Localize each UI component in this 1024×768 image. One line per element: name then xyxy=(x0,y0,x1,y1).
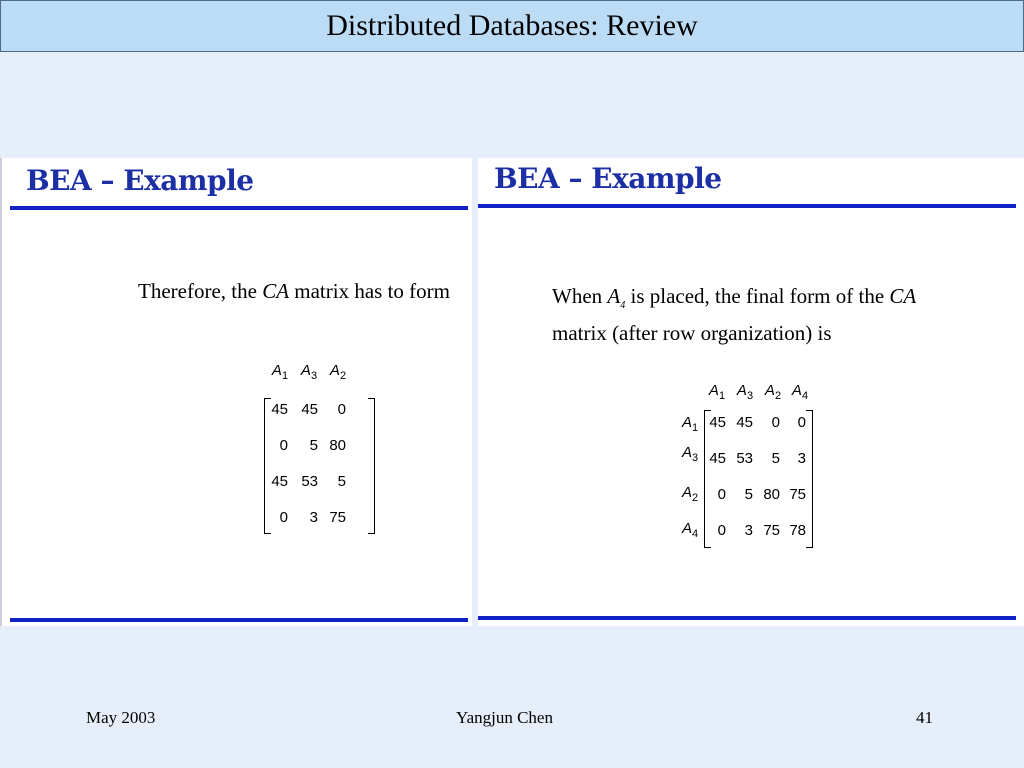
right-row-header: $A_2$ xyxy=(682,484,699,504)
matrix-cell: 45 xyxy=(709,414,726,431)
matrix-cell: 78 xyxy=(789,522,806,539)
matrix-cell: 3 xyxy=(744,522,753,539)
matrix-cell: 0 xyxy=(717,486,726,503)
matrix-cell: 0 xyxy=(279,509,288,526)
matrix-cell: 3 xyxy=(309,509,318,526)
matrix-cell: 53 xyxy=(301,473,318,490)
matrix-cell: 75 xyxy=(763,522,780,539)
right-example-panel xyxy=(478,158,1024,626)
matrix-cell: 45 xyxy=(709,450,726,467)
right-col-header: $A_2$ xyxy=(764,382,782,402)
matrix-cell: 80 xyxy=(329,437,346,454)
right-col-header: $A_4$ xyxy=(791,382,809,402)
var-a4: $A_4$ xyxy=(607,284,626,312)
slide-title-bar xyxy=(0,0,1024,52)
matrix-cell: 80 xyxy=(763,486,780,503)
right-body-line1: When $A_4$ is placed, the final form of the CA xyxy=(552,284,917,312)
left-example-panel xyxy=(0,158,472,626)
matrix-cell: 0 xyxy=(337,401,346,418)
matrix-cell: 45 xyxy=(301,401,318,418)
left-body-text xyxy=(138,273,450,310)
right-row-header: $A_3$ xyxy=(682,444,699,464)
left-text-after: matrix has to form xyxy=(289,279,450,303)
matrix-cell: 3 xyxy=(797,450,806,467)
right-panel-heading: BEA – Example xyxy=(494,162,722,195)
right-heading-rule xyxy=(478,204,1016,208)
right-body-line2: matrix (after row organization) is xyxy=(552,321,832,345)
left-col-header: $A_1$ xyxy=(271,362,289,382)
matrix-cell: 0 xyxy=(771,414,780,431)
matrix-cell: 75 xyxy=(329,509,346,526)
right-col-header: $A_1$ xyxy=(708,382,726,402)
matrix-cell: 5 xyxy=(744,486,753,503)
footer-author: Yangjun Chen xyxy=(456,708,553,727)
left-bracket-close xyxy=(368,398,375,534)
left-text-before: Therefore, the xyxy=(138,279,263,303)
matrix-cell: 5 xyxy=(309,437,318,454)
left-col-header: $A_3$ xyxy=(300,362,318,382)
right-row-header: $A_1$ xyxy=(682,414,699,434)
slide-title: Distributed Databases: Review xyxy=(326,9,698,42)
left-panel-heading: BEA – Example xyxy=(26,164,254,197)
right-col-header: $A_3$ xyxy=(736,382,754,402)
footer-date: May 2003 xyxy=(86,708,156,727)
matrix-cell: 0 xyxy=(797,414,806,431)
matrix-cell: 5 xyxy=(337,473,346,490)
left-bottom-rule xyxy=(10,618,468,622)
right-bottom-rule xyxy=(478,616,1016,620)
matrix-cell: 75 xyxy=(789,486,806,503)
matrix-cell: 45 xyxy=(271,473,288,490)
matrix-cell: 0 xyxy=(717,522,726,539)
matrix-cell: 5 xyxy=(771,450,780,467)
matrix-cell: 53 xyxy=(736,450,753,467)
left-heading-rule xyxy=(10,206,468,210)
left-text-em: CA xyxy=(262,279,290,303)
matrix-cell: 0 xyxy=(279,437,288,454)
matrix-cell: 45 xyxy=(736,414,753,431)
left-col-header: $A_2$ xyxy=(329,362,347,382)
right-row-header: $A_4$ xyxy=(682,520,699,540)
matrix-cell: 45 xyxy=(271,401,288,418)
right-bracket-close xyxy=(806,410,813,548)
footer-page-number: 41 xyxy=(916,708,933,727)
